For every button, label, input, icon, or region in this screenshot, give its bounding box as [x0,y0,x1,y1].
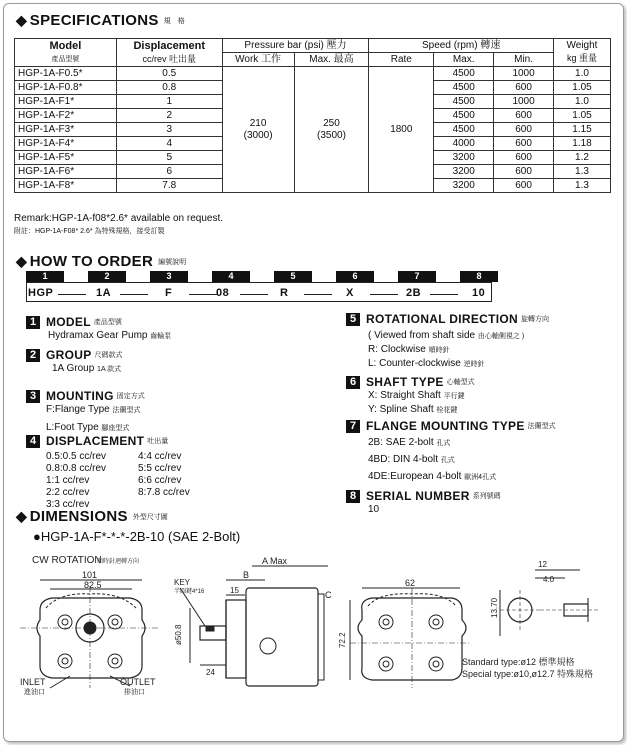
order-code-number: 8 [460,271,498,282]
cell-model: HGP-1A-F0.5* [15,67,117,81]
header-model: Model 產品型號 [15,39,117,67]
order-code-number: 6 [336,271,374,282]
svg-text:72.2: 72.2 [338,632,347,648]
cell-speed-max: 3200 [434,151,494,165]
header-speed: Speed (rpm) 轉速 [369,39,554,53]
displacement-list-left [46,451,106,511]
order-separator [370,294,398,295]
item-serial: 8 SERIAL NUMBER 系列號碼 10 [346,490,501,516]
cell-speed-max: 4500 [434,81,494,95]
cell-weight: 1.3 [554,165,611,179]
svg-text:A Max: A Max [262,556,288,566]
remark-cn: 附註：HGP-1A-F08* 2.6* 為特殊規格，接受訂製 [14,228,165,235]
cell-model: HGP-1A-F3* [15,123,117,137]
cell-weight: 1.2 [554,151,611,165]
order-separator [189,294,217,295]
side-view [174,556,332,686]
front-body-outline [37,598,145,678]
order-code-number: 7 [398,271,436,282]
header-work: Work 工作 [222,53,294,67]
cw-rotation-label: CW ROTATION [32,555,102,566]
item-flange: 7 FLANGE MOUNTING TYPE 法蘭型式 2B: SAE 2-bolt 孔式 4BD: DIN 4-bolt 孔式 4DE:European 4-bolt 歐洲4孔式 [346,420,556,484]
order-code-strip [26,271,492,303]
cell-displacement: 3 [116,123,222,137]
cell-weight: 1.15 [554,123,611,137]
svg-text:B: B [243,570,250,580]
spec-table [14,38,611,193]
header-speed-max: Max. [434,53,494,67]
header-max-pressure: Max. 最高 [294,53,369,67]
cell-speed-min: 600 [494,123,554,137]
order-code-number: 3 [150,271,188,282]
order-code-value: R [280,287,289,299]
cell-speed-max: 4500 [434,67,494,81]
cell-displacement: 6 [116,165,222,179]
order-code-value: 08 [216,287,230,299]
cell-model: HGP-1A-F1* [15,95,117,109]
order-code-number: 1 [26,271,64,282]
cell-displacement: 5 [116,151,222,165]
side-port [260,638,276,654]
cell-speed-max: 4000 [434,137,494,151]
order-code-number: 5 [274,271,312,282]
bolt-hole-4 [108,654,122,668]
svg-text:4.0: 4.0 [543,575,555,584]
inlet-label: INLET [20,677,46,687]
cell-speed-max: 4500 [434,95,494,109]
cell-speed-max: 4500 [434,109,494,123]
table-row [15,67,611,81]
order-code-number: 2 [88,271,126,282]
cell-rate: 1800 [369,67,434,193]
svg-text:15: 15 [230,586,239,595]
order-separator [120,294,148,295]
order-code-value: 1A [96,287,112,299]
cell-model: HGP-1A-F6* [15,165,117,179]
cell-model: HGP-1A-F2* [15,109,117,123]
cell-speed-min: 600 [494,165,554,179]
order-code-value: 2B [406,287,422,299]
displacement-option: 4:4 cc/rev [138,451,182,462]
order-separator [58,294,86,295]
flange-arc [46,594,136,608]
displacement-option: 0.8:0.8 cc/rev [46,463,107,474]
header-rate: Rate [369,53,434,67]
inlet-cn: 進油口 [24,689,45,696]
displacement-option: 3:3 cc/rev [46,499,90,510]
item-mounting: 3 MOUNTING 固定方式 F:Flange Type 法蘭型式 L:Foot Type 腳座型式 [26,390,145,435]
special-type: Special type:ø10,ø12.7 特殊規格 [462,669,594,679]
standard-type: Standard type:ø12 標準規格 [462,657,575,667]
order-code-number: 4 [212,271,250,282]
cell-weight: 1.05 [554,81,611,95]
cell-speed-max: 4500 [434,123,494,137]
cell-work-pressure: 210 (3000) [222,67,294,193]
cell-displacement: 2 [116,109,222,123]
svg-text:62: 62 [405,578,416,588]
side-flange [226,600,246,678]
svg-text:ø50.8: ø50.8 [174,624,183,645]
displacement-option: 5:5 cc/rev [138,463,182,474]
svg-text:13.70: 13.70 [490,597,499,618]
item-displacement: 4 DISPLACEMENT 吐出量 [26,435,168,448]
cell-displacement: 0.5 [116,67,222,81]
order-code-value: F [165,287,173,299]
displacement-option: 1:1 cc/rev [46,475,90,486]
cell-weight: 1.0 [554,67,611,81]
bolt-hole-1 [58,615,72,629]
key-sub: 半圓鍵4*16 [174,589,205,595]
cell-model: HGP-1A-F0.8* [15,81,117,95]
cell-model: HGP-1A-F4* [15,137,117,151]
dimensions-section-title: ◆ DIMENSIONS 外型尺寸圖 [16,508,168,525]
header-speed-min: Min. [494,53,554,67]
cell-displacement: 4 [116,137,222,151]
svg-text:24: 24 [206,668,215,677]
order-separator [304,294,332,295]
cell-model: HGP-1A-F5* [15,151,117,165]
item-rotation: 5 ROTATIONAL DIRECTION 旋轉方向 ( Viewed from shaft side 由心軸側視之 ) R: Clockwise 順時針 L: Counter-clockwise 逆時針 [346,313,549,371]
cell-weight: 1.18 [554,137,611,151]
header-pressure: Pressure bar (psi) 壓力 [222,39,369,53]
order-separator [430,294,458,295]
item-model: 1 MODEL 產品型號 Hydramax Gear Pump 齒輪泵 [26,316,171,343]
dimensions-model-title: ●HGP-1A-F*-*-*-2B-10 (SAE 2-Bolt) [33,529,241,544]
cell-model: HGP-1A-F8* [15,179,117,193]
header-weight: Weight kg 重量 [554,39,611,67]
diamond-icon: ◆ [16,12,27,28]
shaft-detail [462,560,600,679]
cw-rotation-cn: 順時針迴轉方向 [97,559,140,565]
outlet-cn: 排油口 [124,689,145,696]
cell-speed-min: 600 [494,109,554,123]
svg-text:12: 12 [538,560,547,569]
cell-speed-min: 600 [494,81,554,95]
cell-speed-max: 3200 [434,165,494,179]
remark: Remark:HGP-1A-f08*2.6* available on request. [14,213,223,224]
cell-speed-min: 600 [494,179,554,193]
item-group: 2 GROUP 尺碼款式 1A Group 1A 款式 [26,349,123,376]
shaft-key [206,626,214,631]
spec-header-row [15,39,611,53]
diamond-icon: ◆ [16,253,27,269]
spec-body [15,67,611,193]
cell-weight: 1.3 [554,179,611,193]
rear-view [338,578,470,688]
svg-text:101: 101 [82,570,98,580]
displacement-option: 2:2 cc/rev [46,487,90,498]
key-label: KEY [174,578,191,587]
order-code-value: HGP [28,287,54,299]
cell-speed-max: 3200 [434,179,494,193]
spec-section-title: ◆ SPECIFICATIONS 規 格 [16,12,185,29]
cell-max-pressure: 250 (3500) [294,67,369,193]
order-separator [240,294,268,295]
cell-weight: 1.05 [554,109,611,123]
cell-weight: 1.0 [554,95,611,109]
displacement-list-right [138,451,190,499]
displacement-option: 8:7.8 cc/rev [138,487,190,498]
item-shaft: 6 SHAFT TYPE 心軸型式 X: Straight Shaft 平行鍵 Y: Spline Shaft 栓花鍵 [346,376,475,417]
header-displacement: Displacement cc/rev 吐出量 [116,39,222,67]
cell-displacement: 7.8 [116,179,222,193]
svg-text:82.5: 82.5 [84,580,102,590]
displacement-option: 6:6 cc/rev [138,475,182,486]
cell-displacement: 0.8 [116,81,222,95]
cell-speed-min: 1000 [494,95,554,109]
cell-displacement: 1 [116,95,222,109]
bolt-hole-2 [108,615,122,629]
side-body [246,588,318,686]
displacement-option: 0.5:0.5 cc/rev [46,451,107,462]
order-code-value: 10 [472,287,486,299]
dimension-drawing [0,548,627,743]
diamond-icon: ◆ [16,508,27,524]
order-code-value: X [346,287,354,299]
front-view [20,555,160,696]
c-label: C [325,590,332,600]
cell-speed-min: 1000 [494,67,554,81]
cell-speed-min: 600 [494,151,554,165]
cell-speed-min: 600 [494,137,554,151]
order-section-title: ◆ HOW TO ORDER 編號說明 [16,253,187,270]
outlet-label: OUTLET [120,677,156,687]
bolt-hole-3 [58,654,72,668]
